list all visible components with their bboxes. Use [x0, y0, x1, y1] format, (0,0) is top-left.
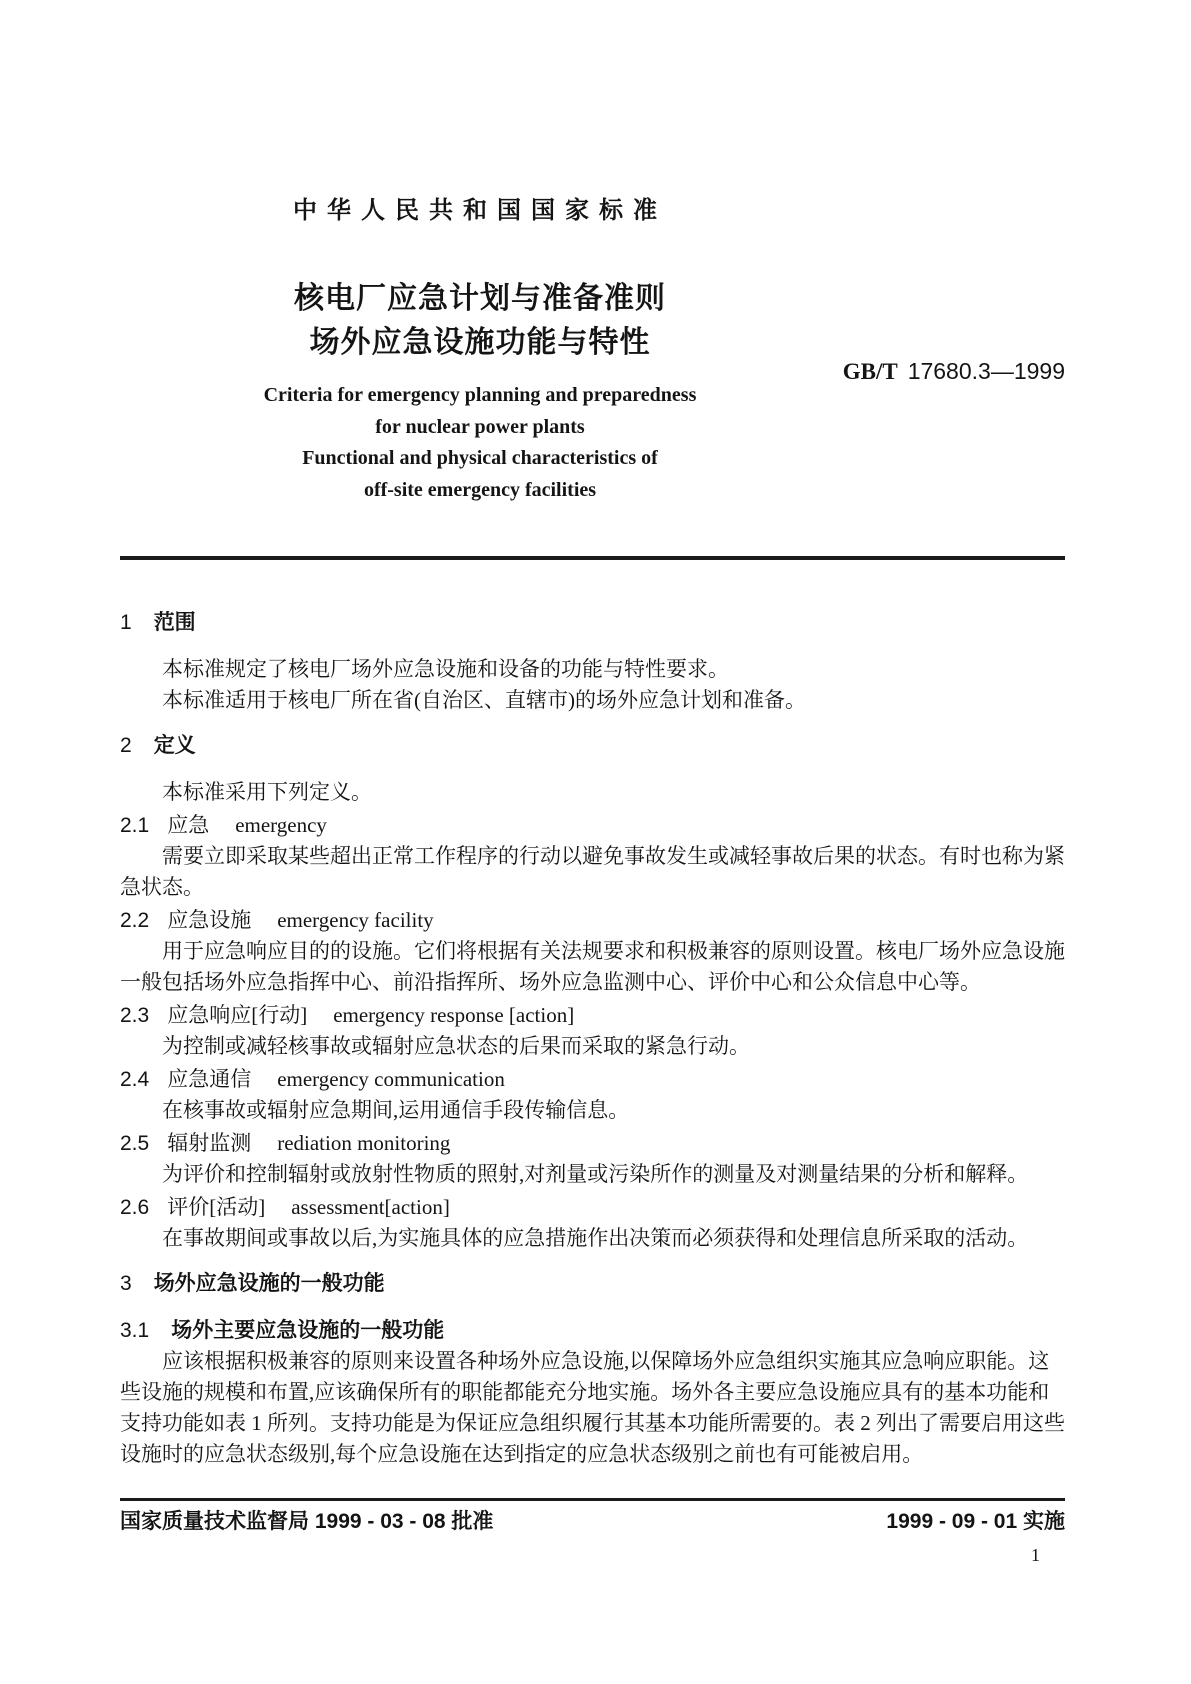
- definition-2-4-term-cn: 应急通信: [167, 1067, 252, 1091]
- definition-2-5-term-en: rediation monitoring: [277, 1131, 451, 1155]
- title-en-line4: off-site emergency facilities: [363, 478, 597, 501]
- standard-code-number: 17680.3—1999: [907, 358, 1065, 384]
- footer: [120, 1507, 1065, 1537]
- definition-2-5-body: 为评价和控制辐射或放射性物质的照射,对剂量或污染所作的测量及对测量结果的分析和解释。: [162, 1162, 1029, 1186]
- definition-2-3-number: 2.3: [120, 1004, 150, 1027]
- document-title-cn-line1: 核电厂应急计划与准备准则: [294, 282, 666, 315]
- definition-2-3-term-cn: 应急响应[行动]: [167, 1003, 308, 1027]
- document-title-cn-line2: 场外应急设施功能与特性: [309, 326, 651, 359]
- definition-2-6-number: 2.6: [120, 1196, 150, 1219]
- section-2-number: 2: [120, 734, 132, 757]
- footer-implementation: 1999 - 09 - 01 实施: [886, 1510, 1065, 1533]
- definition-2-3: [120, 1000, 1065, 1062]
- standard-label: 中华人民共和国国家标准: [293, 197, 667, 224]
- definition-2-1-body: 需要立即采取某些超出正常工作程序的行动以避免事故发生或减轻事故后果的状态。有时也称为紧急状态。: [120, 844, 1065, 899]
- section-3-1-paragraph: 应该根据积极兼容的原则来设置各种场外应急设施,以保障场外应急组织实施其应急响应职能。这些设施的规模和布置,应该确保所有的职能都能充分地实施。场外各主要应急设施应具有的基本功能和支持功能如表 1 所列。支持功能是为保证应急组织履行其基本功能所需要的。表 2 列出了需要启用这些设施时的应急状态级别,每个应急设施在达到指定的应急状态级别之前也有可能被启用。: [120, 1349, 1065, 1466]
- definition-2-6-body: 在事故期间或事故以后,为实施具体的应急措施作出决策而必须获得和处理信息所采取的活动。: [162, 1226, 1029, 1250]
- definition-2-1-number: 2.1: [120, 814, 150, 837]
- definition-2-3-term: [120, 1000, 1065, 1031]
- definition-2-4-body: 在核事故或辐射应急期间,运用通信手段传输信息。: [162, 1098, 630, 1122]
- section-3-number: 3: [120, 1272, 132, 1295]
- definition-2-1-term: [120, 810, 1065, 841]
- definition-2-2-term-cn: 应急设施: [167, 908, 252, 932]
- definition-2-3-term-en: emergency response [action]: [333, 1003, 575, 1027]
- definition-2-6: [120, 1192, 1065, 1254]
- document-title-en: [120, 380, 840, 506]
- section-3-1-title: 场外主要应急设施的一般功能: [171, 1319, 445, 1342]
- section-1-number: 1: [120, 611, 132, 634]
- section-2-intro: 本标准采用下列定义。: [162, 780, 372, 804]
- definition-2-6-term-en: assessment[action]: [291, 1195, 450, 1219]
- page-number: 1: [1031, 1545, 1040, 1565]
- definition-2-5-term: [120, 1128, 1065, 1159]
- section-1-title: 范围: [153, 611, 196, 634]
- section-2-heading: [120, 730, 1065, 761]
- definition-2-1-term-cn: 应急: [167, 813, 210, 837]
- section-3-heading: [120, 1268, 1065, 1299]
- section-1-heading: [120, 607, 1065, 638]
- definition-2-4-term: [120, 1064, 1065, 1095]
- section-3-1-number: 3.1: [120, 1319, 150, 1342]
- definition-2-1-term-en: emergency: [235, 813, 327, 837]
- definition-2-5-term-cn: 辐射监测: [167, 1131, 252, 1155]
- title-en-line3: Functional and physical characteristics of: [302, 447, 658, 469]
- definition-2-3-body: 为控制或减轻核事故或辐射应急状态的后果而采取的紧急行动。: [162, 1034, 750, 1058]
- definition-2-5-number: 2.5: [120, 1132, 150, 1155]
- title-en-line1: Criteria for emergency planning and preparedness: [263, 384, 697, 406]
- definition-2-2-term-en: emergency facility: [277, 908, 434, 932]
- definition-2-2: [120, 905, 1065, 998]
- definition-2-2-body: 用于应急响应目的的设施。它们将根据有关法规要求和积极兼容的原则设置。核电厂场外应急设施一般包括场外应急指挥中心、前沿指挥所、场外应急监测中心、评价中心和公众信息中心等。: [120, 939, 1065, 994]
- definition-2-2-term: [120, 905, 1065, 936]
- section-1-paragraph-1: 本标准规定了核电厂场外应急设施和设备的功能与特性要求。: [162, 657, 729, 681]
- footer-approval: 国家质量技术监督局 1999 - 03 - 08 批准: [120, 1510, 494, 1533]
- definition-2-5: [120, 1128, 1065, 1190]
- definition-2-4-term-en: emergency communication: [277, 1067, 505, 1091]
- section-1-paragraph-2: 本标准适用于核电厂所在省(自治区、直辖市)的场外应急计划和准备。: [162, 688, 806, 712]
- standard-code: [843, 358, 1065, 385]
- standard-code-prefix: GB/T: [842, 359, 898, 384]
- definition-2-4: [120, 1064, 1065, 1126]
- section-3-title: 场外应急设施的一般功能: [153, 1272, 385, 1295]
- definition-2-1: [120, 810, 1065, 903]
- definition-2-6-term: [120, 1192, 1065, 1223]
- document-body: [120, 558, 1065, 1470]
- definition-2-4-number: 2.4: [120, 1068, 150, 1091]
- footer-divider-rule: [120, 1498, 1065, 1501]
- definition-2-2-number: 2.2: [120, 909, 150, 932]
- title-en-line2: for nuclear power plants: [375, 415, 585, 438]
- section-3-1-heading: [120, 1315, 1065, 1346]
- definition-2-6-term-cn: 评价[活动]: [167, 1195, 266, 1219]
- section-2-title: 定义: [153, 734, 196, 757]
